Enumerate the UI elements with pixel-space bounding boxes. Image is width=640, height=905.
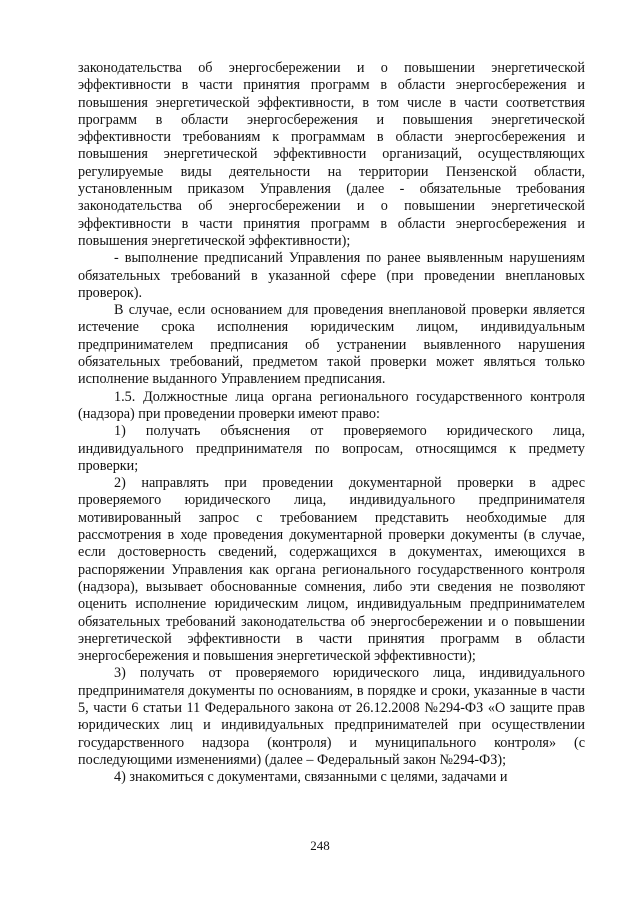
paragraph-section-1-5: 1.5. Должностные лица органа регионального государственного контроля (надзора) при проведении проверки имеют право:: [78, 388, 585, 422]
page-number: 248: [310, 838, 330, 853]
paragraph-list-item-prescriptions: - выполнение предписаний Управления по ранее выявленным нарушениям обязательных требований в указанной сфере (при проведении внеплановых проверок).: [78, 250, 585, 301]
paragraph-right-1: 1) получать объяснения от проверяемого юридического лица, индивидуального предпринимателя по вопросам, относящимся к предмету проверки;: [78, 423, 585, 474]
document-body: [78, 60, 585, 786]
paragraph-continued-text: законодательства об энергосбережении и о повышении энергетической эффективности в части принятия программ в области энергосбережения и повышения энергетической эффективности, в том числе в части соответствия программ в области энергосбережения и повышения энергетической эффективности требованиям к программам в области энергосбережения и повышения энергетической эффективности организаций, осуществляющих регулируемые виды деятельности на территории Пензенской области, установленным приказом Управления (далее - обязательные требования законодательства об энергосбережении и о повышении энергетической эффективности в части принятия программ в области энергосбережения и повышения энергетической эффективности);: [78, 60, 585, 249]
paragraph-right-4: 4) знакомиться с документами, связанными с целями, задачами и: [114, 769, 508, 786]
paragraph-right-3: 3) получать от проверяемого юридического лица, индивидуального предпринимателя документы по основаниям, в порядке и сроки, указанные в части 5, части 6 статьи 11 Федерального закона от 26.12.2008 №294-ФЗ «О защите прав юридических лиц и индивидуальных предпринимателей при осуществлении государственного надзора (контроля) и муниципального контроля» (с последующими изменениями) (далее – Федеральный закон №294-ФЗ);: [78, 665, 585, 768]
paragraph-unscheduled-inspection: В случае, если основанием для проведения внеплановой проверки является истечение срока исполнения юридическим лицом, индивидуальным предпринимателем предписания об устранении выявленного нарушения обязательных требований, предметом такой проверки может являться только исполнение выданного Управлением предписания.: [78, 302, 585, 388]
paragraph-right-2: 2) направлять при проведении документарной проверки в адрес проверяемого юридического лица, индивидуального предпринимателя мотивированный запрос с требованием представить необходимые для рассмотрения в ходе проведения документарной проверки документы (в случае, если достоверность сведений, содержащихся в документах, имеющихся в распоряжении Управления как органа регионального государственного контроля (надзора), вызывает обоснованные сомнения, либо эти сведения не позволяют оценить исполнение юридическим лицом, индивидуальным предпринимателем обязательных требований законодательства об энергосбережении и о повышении энергетической эффективности в части принятия программ в области энергосбережения и повышения энергетической эффективности);: [78, 475, 585, 665]
